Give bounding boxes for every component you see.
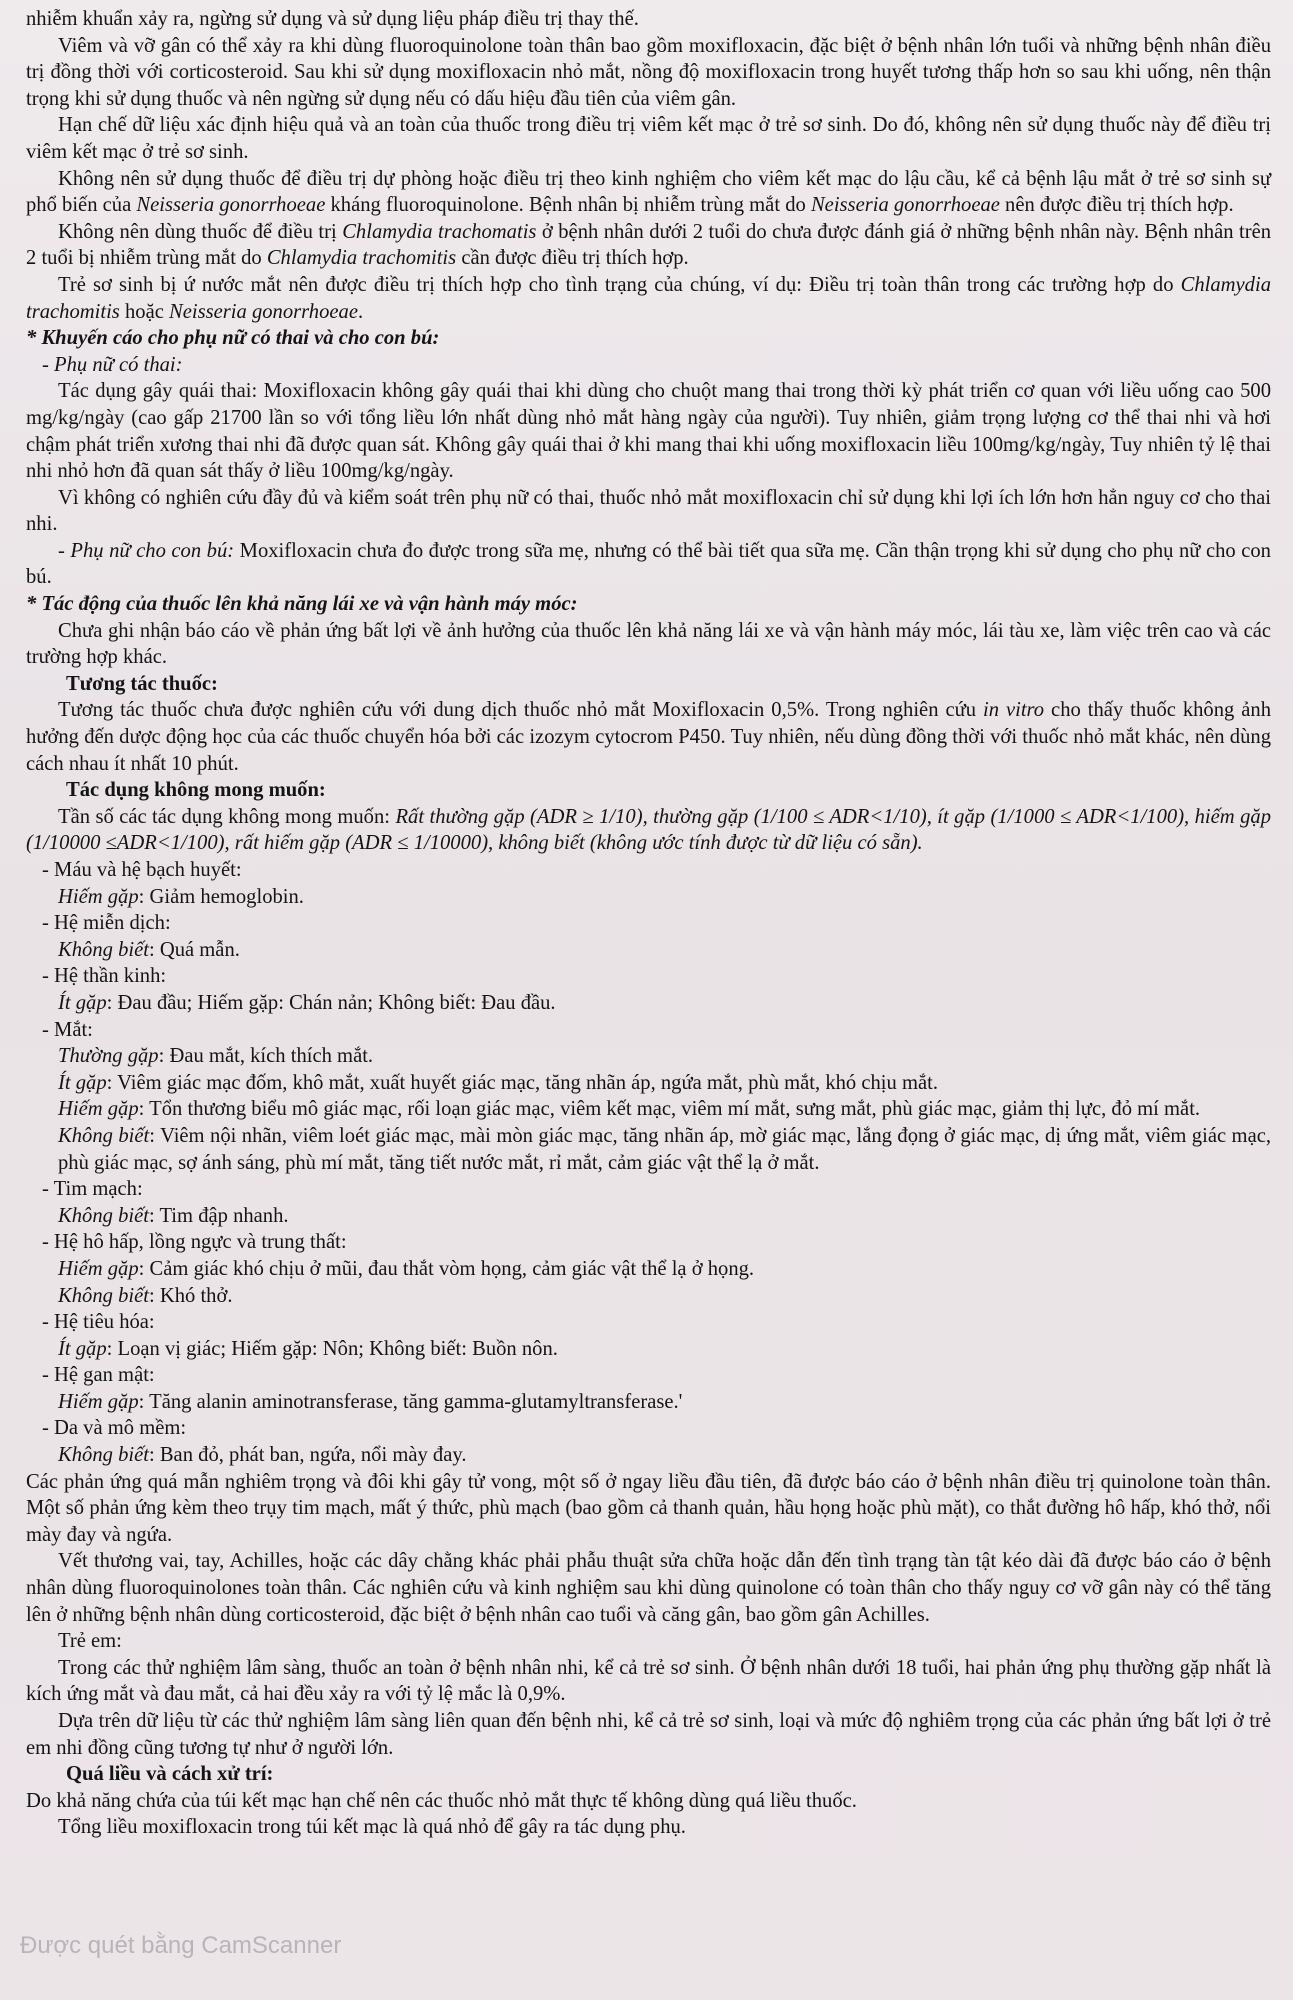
adverse-item: Không biết: Tim đập nhanh. xyxy=(58,1204,289,1227)
paragraph: Tổng liều moxifloxacin trong túi kết mạc là quá nhỏ để gây ra tác dụng phụ. xyxy=(58,1816,686,1839)
paragraph: Trẻ sơ sinh bị ứ nước mắt nên được điều trị thích hợp cho tình trạng của chúng, ví dụ: Điều trị toàn thân trong các trường hợp do Chlamydia trachomitis hoặc Neisseria gonorrhoeae. xyxy=(26,273,1271,323)
paragraph: nhiễm khuẩn xảy ra, ngừng sử dụng và sử dụng liệu pháp điều trị thay thế. xyxy=(26,8,639,30)
paragraph: Tương tác thuốc chưa được nghiên cứu với dung dịch thuốc nhỏ mắt Moxifloxacin 0,5%. Trong nghiên cứu in vitro cho thấy thuốc không ảnh hưởng đến dược động học của các thuốc chuyển hóa bởi các izozym cytocrom P450. Tuy nhiên, nếu dùng đồng thời với thuốc nhỏ mắt khác, nên dùng cách nhau ít nhất 10 phút. xyxy=(26,699,1272,775)
section-heading-overdose: Quá liều và cách xử trí: xyxy=(66,1763,274,1786)
organ-system-label: - Hệ miễn dịch: xyxy=(42,912,171,935)
organ-system-label: - Hệ thần kinh: xyxy=(42,965,167,988)
adverse-item: Hiếm gặp: Tăng alanin aminotransferase, tăng gamma-glutamyltransferase.' xyxy=(58,1390,683,1413)
paragraph: Tần số các tác dụng không mong muốn: Rất thường gặp (ADR ≥ 1/10), thường gặp (1/100 ≤ ADR<1/10), ít gặp (1/1000 ≤ ADR<1/100), hiếm gặp (1/10000 ≤ADR<1/100), rất hiếm gặp (ADR ≤ 1/10000), không biết (không ước tính được từ dữ liệu có sẵn). xyxy=(26,805,1271,855)
organ-system-label: - Hệ tiêu hóa: xyxy=(42,1311,155,1334)
scanner-watermark: Được quét bằng CamScanner xyxy=(20,1932,342,1960)
paragraph: Không nên dùng thuốc để điều trị Chlamydia trachomatis ở bệnh nhân dưới 2 tuổi do chưa được đánh giá ở những bệnh nhân này. Bệnh nhân trên 2 tuổi bị nhiễm trùng mắt do Chlamydia trachomitis cần được điều trị thích hợp. xyxy=(26,220,1272,270)
paragraph: Vết thương vai, tay, Achilles, hoặc các dây chằng khác phải phẫu thuật sửa chữa hoặc dẫn đến tình trạng tàn tật kéo dài đã được báo cáo ở bệnh nhân dùng fluoroquinolones toàn thân. Các nghiên cứu và kinh nghiệm sau khi dùng quinolone có toàn thân cho thấy nguy cơ vỡ gân này có thể tăng lên ở những bệnh nhân dùng corticosteroid, đặc biệt ở bệnh nhân cao tuổi và căng gân, bao gồm gân Achilles. xyxy=(26,1550,1271,1626)
paragraph: Chưa ghi nhận báo cáo về phản ứng bất lợi về ảnh hưởng của thuốc lên khả năng lái xe và vận hành máy móc, lái tàu xe, làm việc trên cao và các trường hợp khác. xyxy=(26,619,1271,669)
adverse-item: Ít gặp: Đau đầu; Hiếm gặp: Chán nản; Không biết: Đau đầu. xyxy=(58,991,556,1014)
adverse-item: Không biết: Khó thở. xyxy=(58,1284,233,1307)
organ-system-label: - Hệ hô hấp, lồng ngực và trung thất: xyxy=(42,1231,347,1254)
adverse-item: Hiếm gặp: Tổn thương biểu mô giác mạc, rối loạn giác mạc, viêm kết mạc, viêm mí mắt, sưng mắt, phù giác mạc, giảm thị lực, đỏ mí mắt. xyxy=(58,1098,1201,1121)
paragraph: Tác dụng gây quái thai: Moxifloxacin không gây quái thai khi dùng cho chuột mang thai trong thời kỳ phát triển cơ quan với liều uống cao 500 mg/kg/ngày (cao gấp 21700 lần so với tổng liều lớn nhất dùng nhỏ mắt hàng ngày của người). Tuy nhiên, giảm trọng lượng cơ thể thai nhi và hơi chậm phát triển xương thai nhi đã được quan sát. Không gây quái thai ở khi mang thai khi uống moxifloxacin liều 100mg/kg/ngày, Tuy nhiên tỷ lệ thai nhi nhỏ hơn đã quan sát thấy ở liều 100mg/kg/ngày. xyxy=(26,380,1271,483)
paragraph: Các phản ứng quá mẫn nghiêm trọng và đôi khi gây tử vong, một số ở ngay liều đầu tiên, đã được báo cáo ở bệnh nhân điều trị quinolone toàn thân. Một số phản ứng kèm theo trụy tim mạch, mất ý thức, phù mạch (bao gồm cả thanh quản, hầu họng hoặc phù mặt), co thắt đường hô hấp, khó thở, nổi mày đay và ngứa. xyxy=(26,1470,1271,1546)
adverse-item: Không biết: Ban đỏ, phát ban, ngứa, nổi mày đay. xyxy=(58,1444,467,1467)
organ-system-label: - Máu và hệ bạch huyết: xyxy=(42,859,242,881)
adverse-item: Ít gặp: Viêm giác mạc đốm, khô mắt, xuất huyết giác mạc, tăng nhãn áp, ngứa mắt, phù mắt, khó chịu mắt. xyxy=(58,1071,938,1094)
organ-system-label: - Hệ gan mật: xyxy=(42,1364,155,1387)
section-heading-adverse: Tác dụng không mong muốn: xyxy=(66,779,326,802)
adverse-item: Thường gặp: Đau mắt, kích thích mắt. xyxy=(58,1045,374,1068)
organ-system-label: - Mắt: xyxy=(42,1018,93,1041)
children-label: Trẻ em: xyxy=(58,1630,122,1653)
adverse-item: Hiếm gặp: Cảm giác khó chịu ở mũi, đau thắt vòm họng, cảm giác vật thể lạ ở họng. xyxy=(58,1257,755,1280)
paragraph: Hạn chế dữ liệu xác định hiệu quả và an toàn của thuốc trong điều trị viêm kết mạc ở trẻ sơ sinh. Do đó, không nên sử dụng thuốc này để điều trị viêm kết mạc ở trẻ sơ sinh. xyxy=(26,114,1271,163)
paragraph: Dựa trên dữ liệu từ các thử nghiệm lâm sàng liên quan đến bệnh nhi, kể cả trẻ sơ sinh, loại và mức độ nghiêm trọng của các phản ứng bất lợi ở trẻ em nhi đồng cũng tương tự như ở người lớn. xyxy=(26,1710,1271,1759)
organ-system-label: - Tim mạch: xyxy=(42,1178,143,1201)
paragraph: Không nên sử dụng thuốc để điều trị dự phòng hoặc điều trị theo kinh nghiệm cho viêm kết mạc do lậu cầu, kể cả bệnh lậu mắt ở trẻ sơ sinh sự phổ biến của Neisseria gonorrhoeae kháng fluoroquinolone. Bệnh nhân bị nhiễm trùng mắt do Neisseria gonorrhoeae nên được điều trị thích hợp. xyxy=(26,167,1271,217)
adverse-item: Không biết: Viêm nội nhãn, viêm loét giác mạc, mài mòn giác mạc, tăng nhãn áp, mờ giác mạc, lắng đọng ở giác mạc, dị ứng mắt, viêm giác mạc, phù giác mạc, sợ ánh sáng, phù mí mắt, tăng tiết nước mắt, rỉ mắt, cảm giác vật thể lạ ở mắt. xyxy=(58,1124,1271,1174)
section-heading-driving: * Tác động của thuốc lên khả năng lái xe và vận hành máy móc: xyxy=(26,593,578,616)
adverse-item: Hiếm gặp: Giảm hemoglobin. xyxy=(58,885,304,908)
section-heading-interactions: Tương tác thuốc: xyxy=(66,672,218,695)
paragraph: Trong các thử nghiệm lâm sàng, thuốc an toàn ở bệnh nhân nhi, kể cả trẻ sơ sinh. Ở bệnh nhân dưới 18 tuổi, hai phản ứng phụ thường gặp nhất là kích ứng mắt và đau mắt, cả hai đều xảy ra với tỷ lệ mắc là 0,9%. xyxy=(26,1656,1271,1706)
paragraph: Viêm và vỡ gân có thể xảy ra khi dùng fluoroquinolone toàn thân bao gồm moxifloxacin, đặc biệt ở bệnh nhân lớn tuổi và những bệnh nhân điều trị đồng thời với corticosteroid. Sau khi sử dụng moxifloxacin nhỏ mắt, nồng độ moxifloxacin trong huyết tương thấp hơn so sau khi uống, nên thận trọng khi sử dụng thuốc và nên ngừng sử dụng nếu có dấu hiệu đầu tiên của viêm gân. xyxy=(26,34,1271,110)
paragraph: - Phụ nữ cho con bú: Moxifloxacin chưa đo được trong sữa mẹ, nhưng có thể bài tiết qua sữa mẹ. Cần thận trọng khi sử dụng cho phụ nữ cho con bú. xyxy=(26,539,1271,589)
paragraph: Vì không có nghiên cứu đầy đủ và kiểm soát trên phụ nữ có thai, thuốc nhỏ mắt moxifloxacin chỉ sử dụng khi lợi ích lớn hơn hẳn nguy cơ cho thai nhi. xyxy=(26,486,1271,536)
section-heading-pregnancy: * Khuyến cáo cho phụ nữ có thai và cho con bú: xyxy=(26,327,440,350)
subsection-label: - Phụ nữ có thai: xyxy=(42,353,183,376)
adverse-item: Không biết: Quá mẫn. xyxy=(58,938,240,961)
adverse-item: Ít gặp: Loạn vị giác; Hiếm gặp: Nôn; Không biết: Buồn nôn. xyxy=(58,1337,558,1360)
paragraph: Do khả năng chứa của túi kết mạc hạn chế nên các thuốc nhỏ mắt thực tế không dùng quá liều thuốc. xyxy=(26,1789,857,1812)
organ-system-label: - Da và mô mềm: xyxy=(42,1417,187,1440)
